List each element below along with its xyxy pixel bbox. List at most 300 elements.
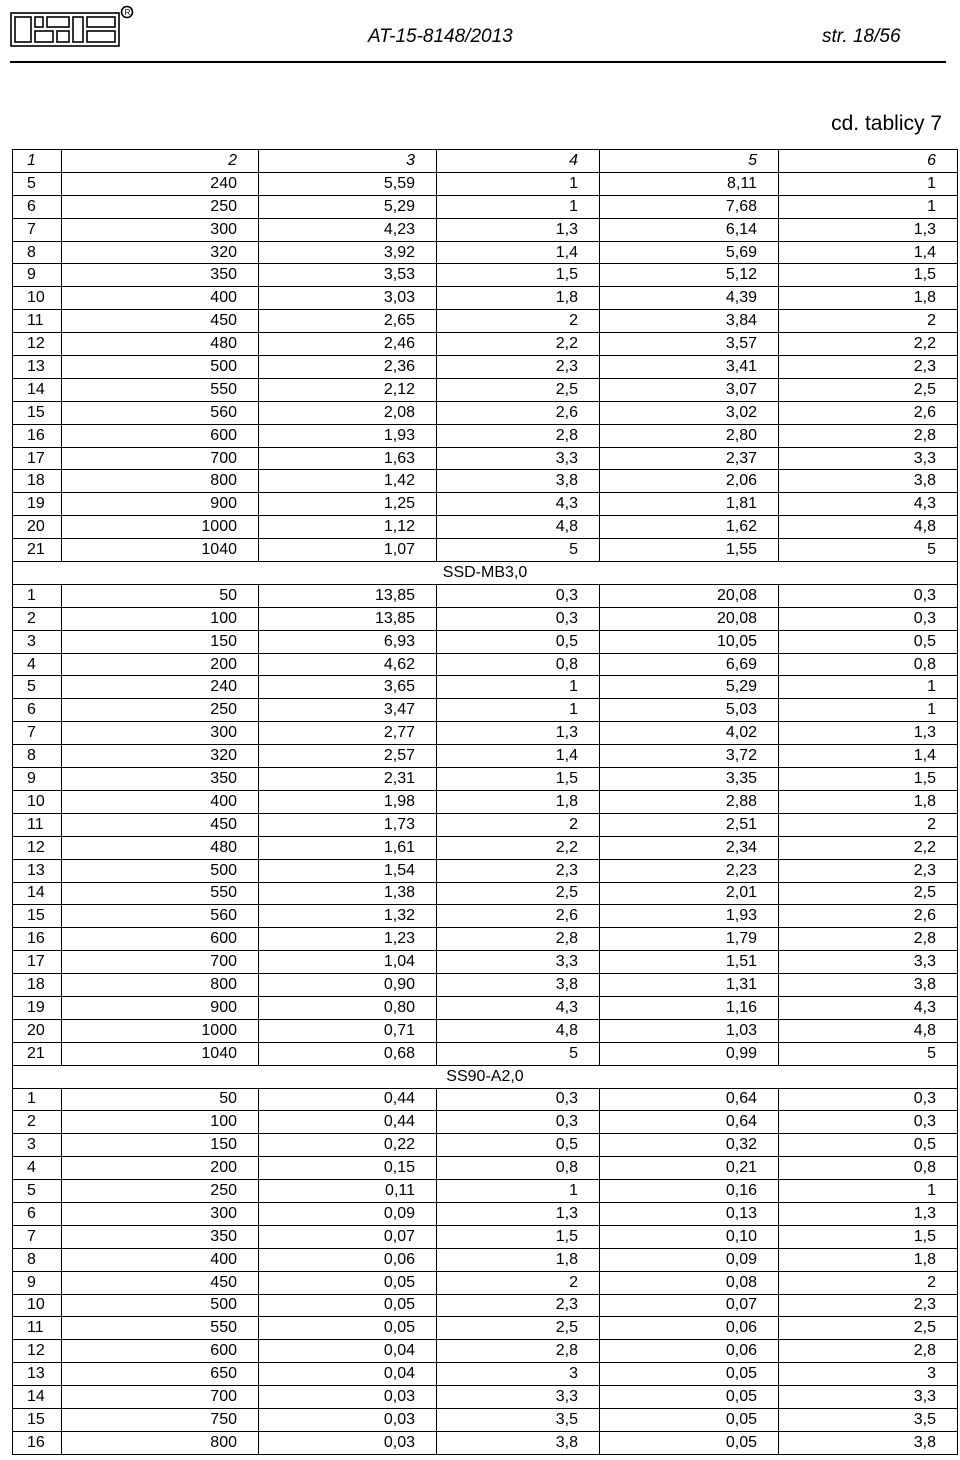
table-cell: 300 — [62, 218, 259, 241]
table-cell: 2,88 — [600, 790, 779, 813]
table-cell: 0,3 — [779, 1111, 958, 1134]
table-row — [13, 768, 958, 791]
table-cell: 3,3 — [779, 447, 958, 470]
table-cell: 1,03 — [600, 1019, 779, 1042]
table-cell: 4,8 — [437, 516, 600, 539]
table-cell: 1,79 — [600, 928, 779, 951]
table-cell: 1,31 — [600, 974, 779, 997]
table-row — [13, 1202, 958, 1225]
table-cell: 2,6 — [779, 401, 958, 424]
table-cell: 0,44 — [259, 1111, 437, 1134]
table-cell: 2,01 — [600, 882, 779, 905]
table-cell: 3,72 — [600, 745, 779, 768]
table-cell: 0,07 — [259, 1225, 437, 1248]
table-row — [13, 1019, 958, 1042]
table-cell: 4,23 — [259, 218, 437, 241]
table-cell: 3,3 — [779, 1386, 958, 1409]
table-cell: 5,69 — [600, 241, 779, 264]
table-cell: 3,3 — [437, 1386, 600, 1409]
table-cell: 14 — [13, 882, 62, 905]
table-cell: 3,65 — [259, 676, 437, 699]
table-cell: 13 — [13, 356, 62, 379]
table-row — [13, 539, 958, 562]
table-row — [13, 1248, 958, 1271]
table-cell: 3,3 — [437, 951, 600, 974]
table-cell: 17 — [13, 951, 62, 974]
table-cell: 240 — [62, 172, 259, 195]
table-cell: 1,12 — [259, 516, 437, 539]
table-cell: 1,8 — [437, 287, 600, 310]
table-cell: 2,3 — [437, 356, 600, 379]
table-cell: 0,03 — [259, 1408, 437, 1431]
table-cell: 5,29 — [259, 195, 437, 218]
table-row — [13, 1363, 958, 1386]
table-cell: 1,61 — [259, 836, 437, 859]
table-cell: 8 — [13, 1248, 62, 1271]
table-cell: 0,5 — [779, 630, 958, 653]
table-cell: 4,62 — [259, 653, 437, 676]
table-cell: 6,93 — [259, 630, 437, 653]
table-cell: 0,03 — [259, 1386, 437, 1409]
table-cell: 8 — [13, 745, 62, 768]
table-cell: 900 — [62, 493, 259, 516]
table-cell: 5 — [13, 1180, 62, 1203]
table-cell: 1,8 — [779, 790, 958, 813]
table-cell: 4,8 — [437, 1019, 600, 1042]
column-header: 2 — [62, 150, 259, 173]
table-cell: 2 — [437, 813, 600, 836]
table-row — [13, 1408, 958, 1431]
table-cell: 2,51 — [600, 813, 779, 836]
table-cell: 4,3 — [437, 996, 600, 1019]
table-cell: 5,29 — [600, 676, 779, 699]
table-cell: 2,8 — [779, 928, 958, 951]
table-cell: 3,84 — [600, 310, 779, 333]
table-cell: 550 — [62, 1317, 259, 1340]
table-cell: 500 — [62, 356, 259, 379]
table-cell: 2,5 — [779, 378, 958, 401]
table-row — [13, 974, 958, 997]
table-cell: 1,81 — [600, 493, 779, 516]
table-cell: 3,41 — [600, 356, 779, 379]
table-cell: 2,5 — [437, 1317, 600, 1340]
table-cell: 480 — [62, 333, 259, 356]
table-cell: 200 — [62, 1157, 259, 1180]
table-cell: 3,8 — [437, 1431, 600, 1454]
table-cell: 1 — [779, 676, 958, 699]
table-cell: 0,8 — [437, 1157, 600, 1180]
table-cell: 12 — [13, 333, 62, 356]
table-cell: 700 — [62, 447, 259, 470]
table-cell: 0,8 — [779, 653, 958, 676]
table-caption: cd. tablicy 7 — [831, 112, 942, 135]
table-cell: 1,5 — [437, 1225, 600, 1248]
table-cell: 1,4 — [779, 745, 958, 768]
table-cell: 3,02 — [600, 401, 779, 424]
table-cell: 0,68 — [259, 1042, 437, 1065]
section-label: SS90-A2,0 — [13, 1065, 958, 1088]
table-row — [13, 424, 958, 447]
table-cell: 2,5 — [779, 882, 958, 905]
table-cell: 18 — [13, 470, 62, 493]
table-cell: 4,8 — [779, 1019, 958, 1042]
table-cell: 0,06 — [259, 1248, 437, 1271]
table-cell: 9 — [13, 264, 62, 287]
table-cell: 5,12 — [600, 264, 779, 287]
table-cell: 50 — [62, 1088, 259, 1111]
table-cell: 3 — [437, 1363, 600, 1386]
table-cell: 1,04 — [259, 951, 437, 974]
table-cell: 2,8 — [779, 424, 958, 447]
table-cell: 0,3 — [437, 1088, 600, 1111]
table-row — [13, 1294, 958, 1317]
table-cell: 0,07 — [600, 1294, 779, 1317]
table-row — [13, 1271, 958, 1294]
table-cell: 0,11 — [259, 1180, 437, 1203]
table-cell: 800 — [62, 470, 259, 493]
table-cell: 7 — [13, 218, 62, 241]
table-cell: 4 — [13, 653, 62, 676]
table-cell: 1,4 — [437, 745, 600, 768]
table-cell: 12 — [13, 1340, 62, 1363]
table-cell: 3,57 — [600, 333, 779, 356]
table-row — [13, 859, 958, 882]
table-cell: 2,3 — [779, 859, 958, 882]
table-cell: 1,5 — [779, 1225, 958, 1248]
table-cell: 0,3 — [437, 1111, 600, 1134]
table-cell: 4,8 — [779, 516, 958, 539]
table-cell: 3,5 — [437, 1408, 600, 1431]
table-row — [13, 813, 958, 836]
table-cell: 1,93 — [259, 424, 437, 447]
section-row — [13, 1065, 958, 1088]
table-cell: 1040 — [62, 539, 259, 562]
column-header: 3 — [259, 150, 437, 173]
table-cell: 0,5 — [437, 630, 600, 653]
table-cell: 4 — [13, 1157, 62, 1180]
table-row — [13, 836, 958, 859]
table-row — [13, 1042, 958, 1065]
table-row — [13, 905, 958, 928]
table-cell: 10 — [13, 1294, 62, 1317]
table-cell: 600 — [62, 424, 259, 447]
table-cell: 3,8 — [779, 470, 958, 493]
table-cell: 4,39 — [600, 287, 779, 310]
table-cell: 1,3 — [437, 1202, 600, 1225]
table-row — [13, 928, 958, 951]
table-cell: 2,57 — [259, 745, 437, 768]
table-cell: 2,6 — [437, 905, 600, 928]
table-cell: 100 — [62, 607, 259, 630]
table-cell: 2,8 — [437, 1340, 600, 1363]
table-cell: 1,3 — [779, 1202, 958, 1225]
table-cell: 560 — [62, 905, 259, 928]
table-row — [13, 1180, 958, 1203]
table-cell: 0,64 — [600, 1088, 779, 1111]
table-cell: 7,68 — [600, 195, 779, 218]
table-row — [13, 516, 958, 539]
table-cell: 2,8 — [779, 1340, 958, 1363]
table-cell: 400 — [62, 287, 259, 310]
table-row — [13, 310, 958, 333]
table-cell: 14 — [13, 378, 62, 401]
table-cell: 13 — [13, 1363, 62, 1386]
table-cell: 0,05 — [600, 1363, 779, 1386]
table-cell: 8 — [13, 241, 62, 264]
table-row — [13, 356, 958, 379]
table-cell: 2,34 — [600, 836, 779, 859]
table-cell: 2,12 — [259, 378, 437, 401]
table-cell: 0,15 — [259, 1157, 437, 1180]
column-header: 1 — [13, 150, 62, 173]
table-cell: 5 — [437, 539, 600, 562]
table-cell: 240 — [62, 676, 259, 699]
table-cell: 2 — [779, 813, 958, 836]
table-cell: 7 — [13, 722, 62, 745]
table-cell: 10,05 — [600, 630, 779, 653]
table-cell: 0,3 — [779, 1088, 958, 1111]
table-cell: 4,02 — [600, 722, 779, 745]
table-row — [13, 790, 958, 813]
table-cell: 0,5 — [779, 1134, 958, 1157]
table-cell: 2 — [779, 1271, 958, 1294]
table-cell: 0,71 — [259, 1019, 437, 1042]
itb-logo-icon — [10, 4, 134, 48]
document-id: AT-15-8148/2013 — [368, 26, 513, 47]
table-cell: 2,8 — [437, 928, 600, 951]
table-cell: 450 — [62, 310, 259, 333]
table-cell: 5 — [13, 676, 62, 699]
table-cell: 1,5 — [779, 768, 958, 791]
table-row — [13, 493, 958, 516]
table-cell: 1,8 — [779, 1248, 958, 1271]
table-row — [13, 1386, 958, 1409]
table-cell: 1 — [437, 1180, 600, 1203]
page-number: str. 18/56 — [822, 26, 901, 47]
table-cell: 1,5 — [437, 768, 600, 791]
table-cell: 600 — [62, 928, 259, 951]
table-cell: 0,05 — [259, 1271, 437, 1294]
table-cell: 0,04 — [259, 1340, 437, 1363]
table-row — [13, 882, 958, 905]
table-header-row — [13, 150, 958, 173]
table-cell: 20,08 — [600, 584, 779, 607]
table-row — [13, 1225, 958, 1248]
table-cell: 1,4 — [779, 241, 958, 264]
svg-text:R: R — [124, 7, 131, 17]
table-cell: 17 — [13, 447, 62, 470]
table-cell: 3,53 — [259, 264, 437, 287]
table-row — [13, 333, 958, 356]
table-cell: 0,21 — [600, 1157, 779, 1180]
table-row — [13, 745, 958, 768]
table-cell: 19 — [13, 996, 62, 1019]
table-cell: 6 — [13, 699, 62, 722]
table-cell: 20 — [13, 516, 62, 539]
table-cell: 1,63 — [259, 447, 437, 470]
table-cell: 13 — [13, 859, 62, 882]
table-cell: 2 — [13, 1111, 62, 1134]
table-cell: 2,3 — [437, 1294, 600, 1317]
table-cell: 4,3 — [779, 996, 958, 1019]
table-cell: 3,3 — [779, 951, 958, 974]
table-cell: 100 — [62, 1111, 259, 1134]
data-table — [12, 149, 958, 1455]
table-cell: 550 — [62, 882, 259, 905]
table-cell: 3,03 — [259, 287, 437, 310]
table-cell: 1,55 — [600, 539, 779, 562]
table-cell: 0,44 — [259, 1088, 437, 1111]
table-row — [13, 218, 958, 241]
table-cell: 5 — [437, 1042, 600, 1065]
table-row — [13, 607, 958, 630]
table-cell: 20,08 — [600, 607, 779, 630]
table-cell: 1,3 — [779, 218, 958, 241]
table-cell: 2 — [437, 1271, 600, 1294]
table-cell: 0,64 — [600, 1111, 779, 1134]
table-cell: 500 — [62, 1294, 259, 1317]
table-cell: 9 — [13, 768, 62, 791]
table-cell: 300 — [62, 722, 259, 745]
table-cell: 6,14 — [600, 218, 779, 241]
table-cell: 16 — [13, 424, 62, 447]
table-cell: 1 — [437, 676, 600, 699]
header-divider — [10, 61, 946, 63]
table-cell: 3,8 — [779, 1431, 958, 1454]
table-cell: 0,06 — [600, 1317, 779, 1340]
table-cell: 6 — [13, 1202, 62, 1225]
table-cell: 1,3 — [779, 722, 958, 745]
table-cell: 1,5 — [779, 264, 958, 287]
section-row — [13, 562, 958, 585]
table-cell: 18 — [13, 974, 62, 997]
table-cell: 2,5 — [437, 378, 600, 401]
table-cell: 250 — [62, 195, 259, 218]
table-cell: 1 — [437, 699, 600, 722]
table-cell: 1,8 — [779, 287, 958, 310]
table-cell: 480 — [62, 836, 259, 859]
table-cell: 5,59 — [259, 172, 437, 195]
table-cell: 8,11 — [600, 172, 779, 195]
table-cell: 1,51 — [600, 951, 779, 974]
table-cell: 5,03 — [600, 699, 779, 722]
table-cell: 10 — [13, 287, 62, 310]
table-cell: 3,8 — [437, 974, 600, 997]
table-cell: 900 — [62, 996, 259, 1019]
table-cell: 11 — [13, 813, 62, 836]
table-cell: 500 — [62, 859, 259, 882]
table-row — [13, 584, 958, 607]
table-cell: 5 — [13, 172, 62, 195]
table-cell: 2,77 — [259, 722, 437, 745]
table-cell: 3,35 — [600, 768, 779, 791]
column-header: 4 — [437, 150, 600, 173]
table-cell: 800 — [62, 1431, 259, 1454]
table-row — [13, 195, 958, 218]
table-cell: 9 — [13, 1271, 62, 1294]
table-cell: 4,3 — [437, 493, 600, 516]
table-cell: 1,93 — [600, 905, 779, 928]
table-cell: 16 — [13, 1431, 62, 1454]
table-cell: 2,2 — [437, 333, 600, 356]
table-cell: 0,09 — [600, 1248, 779, 1271]
table-cell: 1,07 — [259, 539, 437, 562]
table-cell: 0,05 — [600, 1408, 779, 1431]
table-cell: 2,3 — [779, 356, 958, 379]
table-cell: 5 — [779, 539, 958, 562]
table-cell: 2,23 — [600, 859, 779, 882]
column-header: 6 — [779, 150, 958, 173]
table-cell: 6 — [13, 195, 62, 218]
table-row — [13, 447, 958, 470]
table-cell: 1,23 — [259, 928, 437, 951]
table-cell: 150 — [62, 630, 259, 653]
table-cell: 15 — [13, 905, 62, 928]
table-cell: 1,32 — [259, 905, 437, 928]
table-cell: 0,13 — [600, 1202, 779, 1225]
table-cell: 2 — [13, 607, 62, 630]
table-row — [13, 676, 958, 699]
table-cell: 700 — [62, 1386, 259, 1409]
table-cell: 15 — [13, 1408, 62, 1431]
table-cell: 0,05 — [259, 1294, 437, 1317]
table-cell: 0,05 — [259, 1317, 437, 1340]
table-cell: 1000 — [62, 516, 259, 539]
table-cell: 560 — [62, 401, 259, 424]
table-row — [13, 996, 958, 1019]
table-row — [13, 470, 958, 493]
table-cell: 2,2 — [437, 836, 600, 859]
table-cell: 2 — [779, 310, 958, 333]
table-cell: 1 — [437, 195, 600, 218]
table-cell: 3 — [779, 1363, 958, 1386]
table-cell: 0,10 — [600, 1225, 779, 1248]
table-cell: 1,8 — [437, 790, 600, 813]
table-cell: 1,98 — [259, 790, 437, 813]
table-cell: 2,6 — [779, 905, 958, 928]
column-header: 5 — [600, 150, 779, 173]
table-cell: 0,09 — [259, 1202, 437, 1225]
table-cell: 0,32 — [600, 1134, 779, 1157]
table-cell: 12 — [13, 836, 62, 859]
table-cell: 50 — [62, 584, 259, 607]
table-row — [13, 1340, 958, 1363]
table-row — [13, 172, 958, 195]
table-cell: 2,06 — [600, 470, 779, 493]
table-cell: 1,16 — [600, 996, 779, 1019]
table-cell: 750 — [62, 1408, 259, 1431]
table-cell: 1,3 — [437, 218, 600, 241]
table-cell: 3,3 — [437, 447, 600, 470]
table-cell: 2,5 — [437, 882, 600, 905]
table-cell: 0,90 — [259, 974, 437, 997]
table-cell: 2,2 — [779, 333, 958, 356]
table-cell: 1,5 — [437, 264, 600, 287]
table-cell: 2 — [437, 310, 600, 333]
table-cell: 3,5 — [779, 1408, 958, 1431]
table-row — [13, 1134, 958, 1157]
table-cell: 19 — [13, 493, 62, 516]
table-row — [13, 1317, 958, 1340]
table-cell: 3,47 — [259, 699, 437, 722]
table-cell: 1000 — [62, 1019, 259, 1042]
table-row — [13, 1111, 958, 1134]
table-cell: 0,8 — [779, 1157, 958, 1180]
table-cell: 1,25 — [259, 493, 437, 516]
table-cell: 0,06 — [600, 1340, 779, 1363]
table-row — [13, 951, 958, 974]
table-cell: 2,36 — [259, 356, 437, 379]
